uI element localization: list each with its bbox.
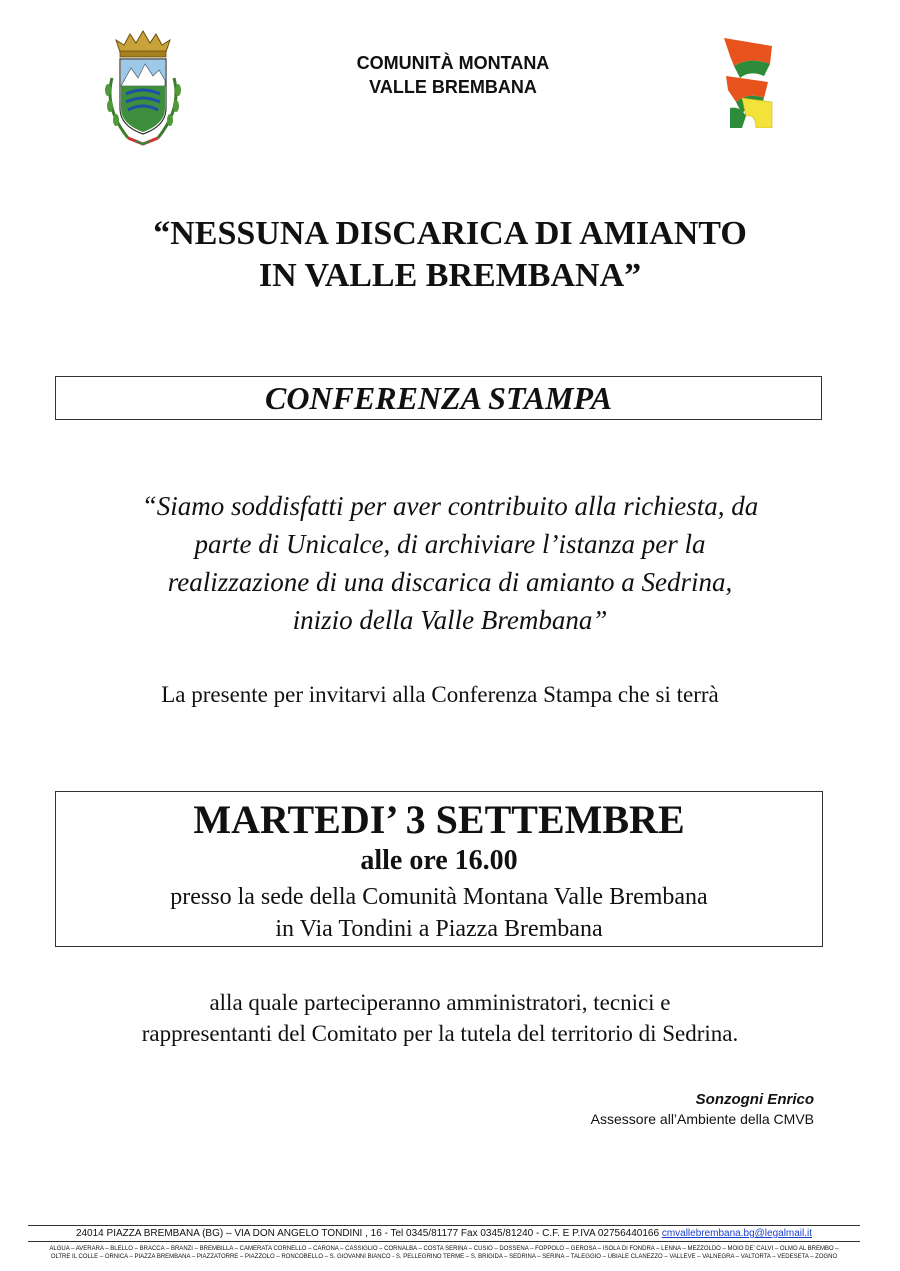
participants-line1: alla quale parteciperanno amministratori, tecnici e bbox=[209, 990, 671, 1015]
signature-name: Sonzogni Enrico bbox=[695, 1091, 814, 1108]
event-place-line2: in Via Tondini a Piazza Brembana bbox=[275, 916, 603, 942]
event-box bbox=[55, 791, 823, 947]
event-date: MARTEDI’ 3 SETTEMBRE bbox=[193, 797, 685, 842]
title-line1: “NESSUNA DISCARICA DI AMIANTO bbox=[153, 215, 747, 252]
signature-role: Assessore all’Ambiente della CMVB bbox=[590, 1111, 814, 1127]
community-logo-icon bbox=[720, 36, 776, 128]
footer-divider-top bbox=[28, 1225, 860, 1226]
conference-label: CONFERENZA STAMPA bbox=[264, 379, 613, 416]
event-time: alle ore 16.00 bbox=[360, 845, 518, 876]
event-place-line1: presso la sede della Comunità Montana Valle Brembana bbox=[170, 884, 708, 910]
conference-box bbox=[55, 376, 822, 420]
coat-of-arms-icon bbox=[98, 28, 188, 150]
footer-divider-bottom bbox=[28, 1241, 860, 1242]
footer-email-link[interactable]: cmvallebrembana.bg@legalmail.it bbox=[661, 1228, 813, 1239]
footer-address-text: 24014 PIAZZA BREMBANA (BG) – VIA DON ANGELO TONDINI , 16 - Tel 0345/81177 Fax 0345/81240 - C.F. E P.IVA 02756440166 bbox=[75, 1228, 662, 1239]
participants-line2: rappresentanti del Comitato per la tutela del territorio di Sedrina. bbox=[141, 1021, 739, 1046]
quote-line1: “Siamo soddisfatti per aver contribuito alla richiesta, da bbox=[141, 491, 759, 521]
invite-text: La presente per invitarvi alla Conferenza Stampa che si terrà bbox=[161, 682, 719, 707]
org-name-line1: COMUNITÀ MONTANA bbox=[356, 53, 550, 73]
org-name-line2: VALLE BREMBANA bbox=[369, 77, 537, 97]
quote-line3: realizzazione di una discarica di amianto a Sedrina, bbox=[167, 567, 733, 597]
quote-line4: inizio della Valle Brembana” bbox=[292, 605, 608, 635]
footer-address bbox=[28, 1228, 860, 1240]
footer-municipalities-line2: OLTRE IL COLLE – ORNICA – PIAZZA BREMBANA – PIAZZATORRE – PIAZZOLO – RONCOBELLO – S. GIOVANNI BIANCO - S. PELLEGRINO TERME – S. BRIGIDA – SEDRINA – SERINA – TALEGGIO – UBIALE CLANEZZO – VALLEVE – VALNEGRA – VALTORTA – VEDESETA – ZOGNO bbox=[50, 1254, 838, 1260]
title-line2: IN VALLE BREMBANA” bbox=[258, 257, 642, 294]
quote-line2: parte di Unicalce, di archiviare l’istanza per la bbox=[194, 529, 706, 559]
footer-municipalities-line1: ALGUA – AVERARA – BLELLO – BRACCA – BRANZI – BREMBILLA – CAMERATA CORNELLO – CARONA – CASSIGLIO – CORNALBA – COSTA SERINA – CUSIO – DOSSENA – FOPPOLO – GEROSA – ISOLA DI FONDRA – LENNA – MEZZOLDO – MOIO DE’ CALVI – OLMO AL BREMBO – bbox=[49, 1246, 839, 1252]
